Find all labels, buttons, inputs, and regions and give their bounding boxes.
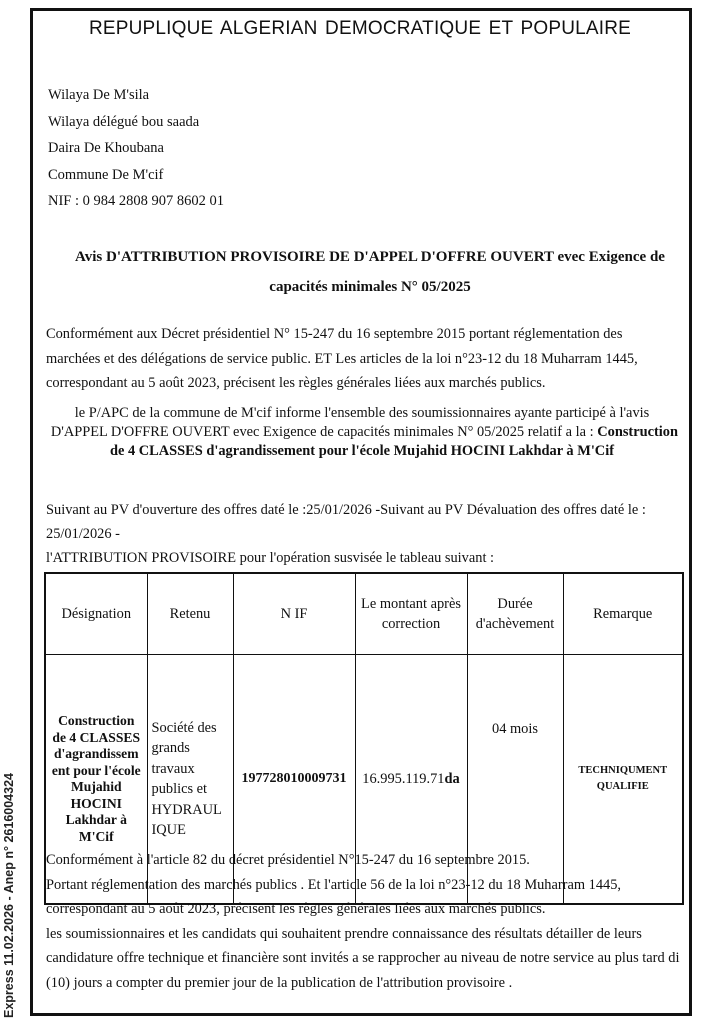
nif-cell: 197728010009731 [233, 655, 355, 905]
country-header: REPUPLIQUE ALGERIAN DEMOCRATIQUE ET POPULAIRE [88, 18, 632, 39]
cell-line: publics et [151, 781, 208, 797]
text-line [46, 423, 678, 442]
column-header: Remarque [563, 573, 683, 655]
text-line: (10) jours a compter du premier jour de la publication de l'attribution provisoire . [46, 974, 513, 991]
column-header: Durée d'achèvement [467, 573, 563, 655]
project-name: de 4 CLASSES d'agrandissement pour l'école Mujahid HOCINI Lakhdar à M'Cif [109, 443, 614, 459]
publication-reference: Express 11.02.2026 - Anep n° 2616004324 [2, 773, 16, 1018]
text-line: candidature offre technique et financière sont invités a se rapprocher au niveau de notre service au plus tard di [46, 950, 680, 966]
text-line: correspondant au 5 août 2023, précisent les règles générales liées aux marchés publics. [46, 375, 546, 391]
cell-line: HYDRAUL [151, 801, 222, 818]
text-line: l'ATTRIBUTION PROVISOIRE pour l'opération susvisée le tableau suivant : [46, 550, 495, 566]
cell-line: M'Cif [78, 828, 114, 844]
column-header: Le montant après correction [355, 573, 467, 655]
closing-paragraph [46, 848, 686, 995]
cell-line: QUALIFIE [596, 781, 649, 792]
legal-basis-paragraph [46, 322, 686, 396]
column-header: N IF [233, 573, 355, 655]
cell-line: ent pour l'école [51, 762, 141, 778]
text-line: Conformément aux Décret présidentiel N° 15-247 du 16 septembre 2015 portant réglementation des [46, 326, 623, 342]
notice-title [70, 242, 670, 302]
cell-line: IQUE [151, 822, 186, 838]
text-line: les soumissionnaires et les candidats qui souhaitent prendre connaissance des résultats détailler de leurs [46, 925, 642, 942]
text-line: Suivant au PV d'ouverture des offres daté le :25/01/2026 -Suivant au PV Dévaluation des offres daté le : [46, 502, 646, 518]
daira-line: Daira De Khoubana [48, 140, 164, 156]
commune-line: Commune De M'cif [48, 166, 164, 183]
text-line: le P/APC de la commune de M'cif informe l'ensemble des soumissionnaires ayante participé à l'avis [74, 405, 650, 421]
title-line-1: Avis D'ATTRIBUTION PROVISOIRE DE D'APPEL D'OFFRE OUVERT evec Exigence de [75, 249, 665, 265]
table-header-row [45, 573, 683, 655]
title-line-2: capacités minimales N° 05/2025 [269, 279, 471, 295]
cell-line: Lakhdar à [65, 812, 127, 827]
text-line: marchées et des délégations de service public. ET Les articles de la loi n°23-12 du 18 Muharram 1445, [46, 350, 638, 367]
amount-value: 16.995.119.71 [362, 770, 445, 787]
duration-cell: 04 mois [467, 655, 563, 905]
text-line: Conformément à l'article 82 du décret présidentiel N°15-247 du 16 septembre 2015. [46, 852, 530, 868]
cell-line: Mujahid [70, 779, 122, 794]
cell-line: TECHNIQUMENT [578, 765, 668, 776]
cell-line: travaux [151, 760, 195, 777]
announcement-paragraph [46, 404, 678, 461]
wilaya-delegue-line: Wilaya délégué bou saada [48, 113, 200, 130]
project-name-start: Construction [597, 424, 678, 440]
project-name-line [46, 442, 678, 461]
cell-line: grands [151, 740, 190, 756]
column-header: Retenu [147, 573, 233, 655]
text-segment: D'APPEL D'OFFRE OUVERT evec Exigence de capacités minimales N° 05/2025 relatif a la : [50, 424, 598, 440]
nif-line: NIF : 0 984 2808 907 8602 01 [48, 193, 225, 209]
issuer-info [48, 82, 224, 215]
cell-line: Construction [58, 713, 135, 728]
amount-unit: da [444, 770, 460, 787]
column-header: Désignation [45, 573, 147, 655]
cell-line: de 4 CLASSES [52, 729, 141, 745]
text-line: correspondant au 5 août 2023, précisent les règles générales liées aux marchés publics. [46, 901, 546, 917]
text-line: Portant réglementation des marchés publics . Et l'article 56 de la loi n°23-12 du 18 Muharram 1445, [46, 876, 622, 893]
cell-line: HOCINI [70, 795, 122, 811]
cell-line: d'agrandissem [53, 746, 139, 761]
cell-line: Société des [151, 719, 217, 736]
evaluation-paragraph [46, 498, 686, 570]
wilaya-line: Wilaya De M'sila [48, 87, 150, 103]
text-line: 25/01/2026 - [46, 526, 120, 542]
